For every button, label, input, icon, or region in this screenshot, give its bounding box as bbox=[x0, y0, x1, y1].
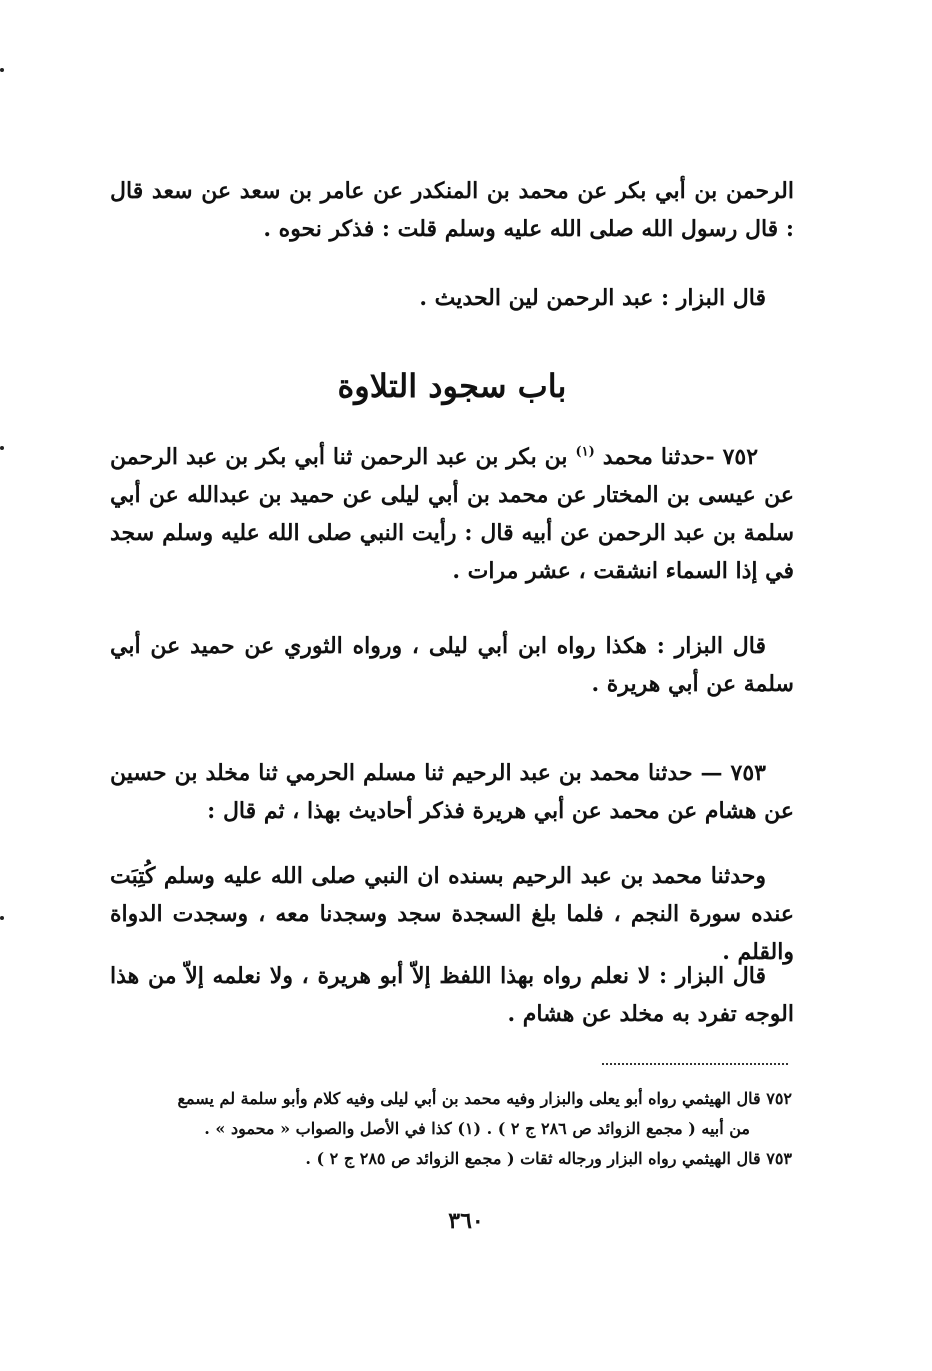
footnote-separator bbox=[602, 1063, 788, 1065]
scan-edge-mark bbox=[0, 916, 4, 920]
hadith-752-text: بن بكر بن عبد الرحمن ثنا أبي بكر بن عبد الرحمن عن عيسى بن المختار عن محمد بن أبي ليلى عن حميد بن عبدالله عن أبي سلمة بن عبد الرحمن عن أبيه قال : رأيت النبي صلى الله عليه وسلم سجد في إذا السماء انشقت ، عشر مرات . bbox=[110, 444, 794, 584]
footnote-marker: (١) bbox=[575, 444, 595, 460]
chapter-heading: باب سجود التلاوة bbox=[337, 367, 567, 405]
page-number: ٣٦٠ bbox=[448, 1208, 484, 1234]
bazzar-comment-paragraph: قال البزار : عبد الرحمن لين الحديث . bbox=[419, 285, 766, 311]
footnote-753: ٧٥٣ قال الهيثمي رواه البزار ورجاله ثقات ( مجمع الزوائد ص ٢٨٥ ج ٢ ) . bbox=[305, 1149, 792, 1168]
continuation-line-1: الرحمن بن أبي بكر عن محمد بن المنكدر عن عامر بن سعد عن سعد قال : bbox=[110, 178, 794, 242]
continuation-paragraph bbox=[110, 172, 794, 248]
footnote-752-line-1: ٧٥٢ قال الهيثمي رواه أبو يعلى والبزار وفيه محمد بن أبي ليلى وفيه كلام وأبو سلمة لم يسمع bbox=[177, 1089, 792, 1108]
hadith-753-bazzar-comment: قال البزار : لا نعلم رواه بهذا اللفظ إلاّ أبو هريرة ، ولا نعلمه إلاّ من هذا الوجه تفرد به مخلد عن هشام . bbox=[110, 963, 794, 1027]
hadith-753-continuation: وحدثنا محمد بن عبد الرحيم بسنده ان النبي صلى الله عليه وسلم كُتِبَت عنده سورة النجم ، فلما بلغ السجدة سجد وسجدنا معه ، وسجدت الدواة والقلم . bbox=[110, 863, 794, 965]
hadith-752-paragraph bbox=[110, 438, 794, 590]
hadith-753-paragraph: ٧٥٣ — حدثنا محمد بن عبد الرحيم ثنا مسلم الحرمي ثنا مخلد بن حسين عن هشام عن محمد عن أبي هريرة فذكر أحاديث بهذا ، ثم قال : bbox=[110, 760, 794, 824]
footnote-752-line-2: من أبيه ( مجمع الزوائد ص ٢٨٦ ج ٢ ) . (١) كذا في الأصل والصواب « محمود » . bbox=[204, 1119, 750, 1138]
continuation-line-2: قال رسول الله صلى الله عليه وسلم قلت : فذكر نحوه . bbox=[263, 216, 779, 242]
footnotes-section bbox=[108, 1084, 792, 1174]
scan-edge-mark bbox=[0, 446, 4, 450]
hadith-752-number: ٧٥٢ -حدثنا محمد bbox=[602, 444, 759, 470]
scan-edge-mark bbox=[0, 68, 4, 72]
hadith-752-bazzar-comment: قال البزار : هكذا رواه ابن أبي ليلى ، ورواه الثوري عن حميد عن أبي سلمة عن أبي هريرة . bbox=[110, 633, 794, 697]
